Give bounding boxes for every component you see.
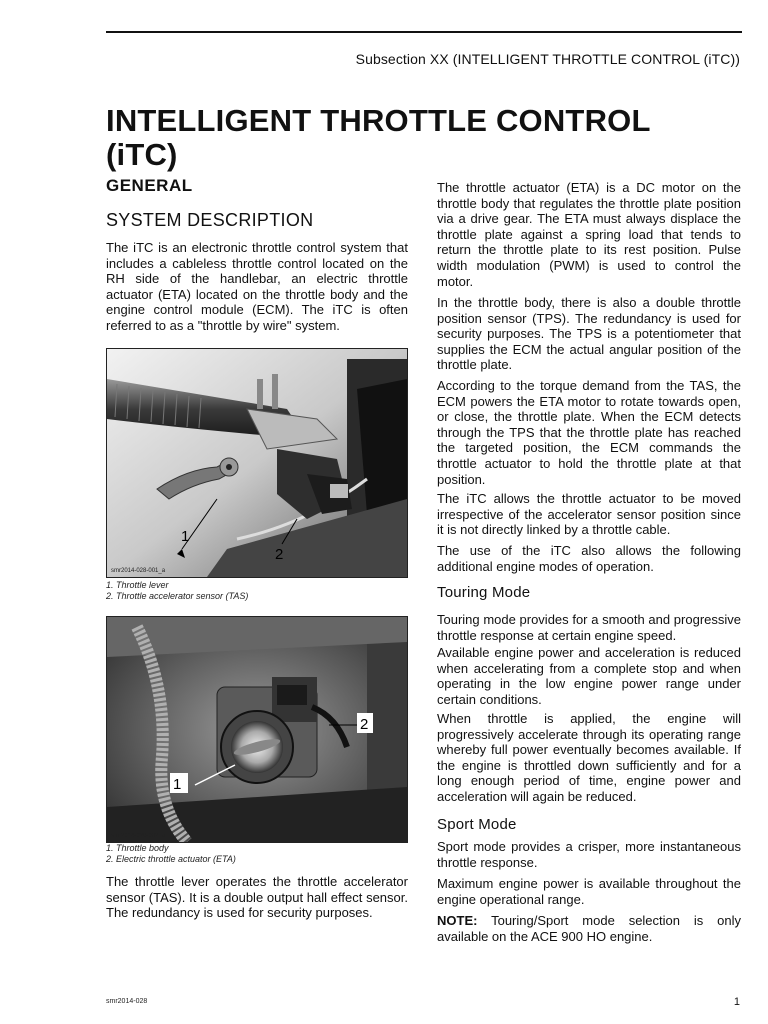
touring-paragraph-2: Available engine power and acceleration is reduced when accelerating from a complete stop and when operating in the low engine power range under certain conditions. [437, 645, 741, 707]
figure1-caption [106, 580, 248, 601]
note-label: NOTE: [437, 913, 478, 928]
figure2-code: smr2014-028-002_a [111, 833, 166, 839]
title-line-1: INTELLIGENT THROTTLE CONTROL [106, 103, 651, 138]
figure2-caption-2: 2. Electric throttle actuator (ETA) [106, 853, 236, 864]
figure1-callout-2: 2 [275, 546, 284, 563]
subsection-header: Subsection XX (INTELLIGENT THROTTLE CONTROL (iTC)) [355, 51, 740, 67]
figure1-caption-2: 2. Throttle accelerator sensor (TAS) [106, 590, 249, 601]
figure2-caption [106, 843, 236, 864]
figure2-callout-1: 1 [173, 776, 182, 793]
tas-paragraph: The throttle lever operates the throttle accelerator sensor (TAS). It is a double output hall effect sensor. The redundancy is used for security purposes. [106, 874, 408, 921]
system-description-heading: SYSTEM DESCRIPTION [106, 210, 314, 230]
sport-paragraph-1: Sport mode provides a crisper, more instantaneous throttle response. [437, 839, 741, 870]
intro-paragraph: The iTC is an electronic throttle control system that includes a cableless throttle control located on the RH side of the handlebar, an electric throttle actuator (ETA) located on the throttle body and the engine control module (ECM). The iTC is often referred to as a "throttle by wire" system. [106, 240, 408, 333]
note-text: Touring/Sport mode selection is only available on the ACE 900 HO engine. [437, 913, 741, 944]
note-paragraph [437, 913, 741, 944]
ecm-paragraph: According to the torque demand from the TAS, the ECM powers the ETA motor to rotate towards open, or close, the throttle plate. When the ECM detects through the TPS that the throttle plate has reached the targeted position, the ECM commands the throttle actuator to hold the throttle plate at that position. [437, 378, 741, 487]
throttle-body-photo [107, 617, 407, 842]
eta-paragraph: The throttle actuator (ETA) is a DC motor on the throttle body that regulates the throttle plate position via a drive gear. The ETA must always displace the throttle plate against a spring load that tends to return the throttle plate to its rest position. Pulse width modulation (PWM) is used to control the motor. [437, 180, 741, 289]
sport-mode-heading: Sport Mode [437, 816, 517, 833]
figure-throttle-body [106, 616, 408, 843]
touring-paragraph-3: When throttle is applied, the engine will progressively accelerate through its operating range whereby full power eventually becomes available. If the engine is throttled down sufficiently and for a long enough period of time, engine power and acceleration will again be reduced. [437, 711, 741, 804]
itc-paragraph: The iTC allows the throttle actuator to be moved irrespective of the accelerator sensor position since it is not directly linked by a throttle cable. [437, 491, 741, 538]
footer-code: smr2014-028 [106, 998, 148, 1005]
figure2-callout-2: 2 [360, 716, 369, 733]
tps-paragraph: In the throttle body, there is also a double throttle position sensor (TPS). The redundancy is used for security purposes. The TPS is a potentiometer that supplies the ECM the actual angular position of the throttle plate. [437, 295, 741, 373]
general-heading: GENERAL [106, 176, 193, 195]
sport-paragraph-2: Maximum engine power is available throughout the engine operational range. [437, 876, 741, 907]
figure1-code: smr2014-028-001_a [111, 568, 166, 574]
touring-paragraph-1: Touring mode provides for a smooth and progressive throttle response at certain engine speed. [437, 612, 741, 643]
figure-throttle-lever [106, 348, 408, 578]
figure1-caption-1: 1. Throttle lever [106, 580, 169, 590]
header-rule [106, 31, 742, 33]
throttle-lever-photo [107, 349, 407, 577]
modes-intro-paragraph: The use of the iTC also allows the following additional engine modes of operation. [437, 543, 741, 574]
touring-mode-heading: Touring Mode [437, 584, 531, 601]
title-line-2: (iTC) [106, 137, 178, 172]
page-title [106, 104, 746, 172]
figure2-caption-1: 1. Throttle body [106, 843, 169, 853]
figure1-callout-1: 1 [181, 528, 190, 545]
page-number: 1 [733, 996, 740, 1008]
